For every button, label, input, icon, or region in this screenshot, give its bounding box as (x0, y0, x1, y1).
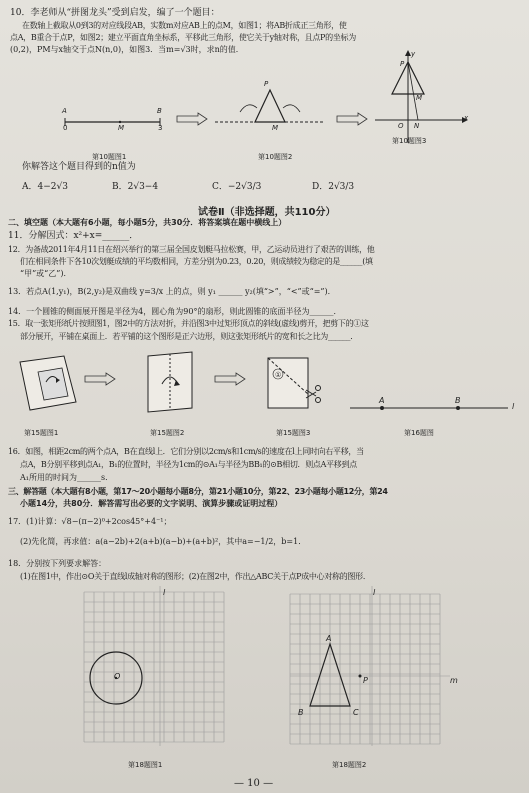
fig10-1-a: A (62, 107, 67, 115)
fig10-1-numberline (60, 100, 170, 140)
fig15-3-circled: ① (275, 371, 282, 379)
fig10-3-m: M (416, 94, 423, 102)
fig15-1-paper (18, 352, 78, 416)
q11: 11．分解因式：x²+x=______． (8, 231, 139, 241)
fig16-caption: 第16题图 (404, 429, 434, 437)
section3-heading-line1: 三、解答题（本大题有8小题，第17～20小题每小题8分，第21小题10分，第22、23小题每小题12分，第24 (8, 487, 388, 496)
section2-heading: 二、填空题（本大题有6小题，每小题5分，共30分．将答案填在题中横线上） (8, 218, 287, 227)
fig18-2-p: P (363, 676, 368, 685)
fig18-2-m: m (450, 676, 458, 685)
arrow-right-icon (214, 372, 246, 386)
q10-option-a: A．4−2√3 (22, 182, 68, 192)
fig18-1-grid (84, 592, 234, 750)
fig18-2-l: l (373, 588, 376, 597)
q18-sub: (1)在图1中，作出⊙O关于直线l成轴对称的图形；(2)在图2中，作出△ABC关于点P成中心对称的图形． (20, 572, 371, 581)
fig10-3-caption: 第10题图3 (392, 137, 427, 145)
q10-option-c: C．−2√3/3 (212, 182, 262, 192)
q10-line2: 点A，B重合于点P，如图2；建立平面直角坐标系，平移此三角形，使它关于y轴对称，且点P的坐标为 (10, 33, 356, 42)
q10-option-b: B．2√3−4 (112, 182, 159, 192)
fig10-1-three: 3 (158, 124, 163, 132)
fig16-a: A (379, 396, 385, 405)
q10-option-d: D．2√3/3 (312, 182, 355, 192)
fig10-3-p: P (400, 60, 405, 68)
q17-part2: (2)先化简，再求值：a(a−2b)+2(a+b)(a−b)+(a+b)²，其中a=−1/2，b=1． (20, 537, 307, 546)
fig18-1-o: O (114, 672, 121, 681)
q12-line3: “甲”或“乙”)． (20, 269, 72, 278)
q16-line2: 点A，B分别平移到点A₁，B₁的位置时，半径为1cm的⊙A₁与半径为BB₁的⊙B相切．则点A平移到点 (20, 460, 357, 469)
section3-heading-line2: 小题14分，共80分．解答需写出必要的文字说明、演算步骤或证明过程） (20, 499, 283, 508)
fig10-2-caption: 第10题图2 (258, 153, 293, 161)
fig18-2-b: B (298, 708, 304, 717)
fig18-2-grid (290, 594, 440, 750)
fig18-2-a: A (326, 634, 332, 643)
fig10-1-m: M (118, 124, 125, 132)
q15-line2: 部分展开，平铺在桌面上．若平铺的这个图形是正六边形，则这张矩形纸片的宽和长之比为______． (20, 332, 358, 341)
q10-ask: 你解答这个题目得到的n值为 (22, 162, 136, 172)
fig15-2-paper (140, 350, 200, 416)
fig18-1-l: l (163, 588, 166, 597)
point-p (359, 675, 362, 678)
fig10-1-zero: 0 (63, 124, 68, 132)
fig16-l: l (512, 402, 515, 411)
q17-part1: 17．(1)计算：√8−(π−2)⁰+2cos45°+4⁻¹； (8, 517, 172, 526)
q10-line3: (0,2)，PM与x轴交于点N(n,0)，如图3．当m=√3时，求n的值． (10, 45, 244, 54)
fig18-2-caption: 第18题图2 (332, 761, 367, 769)
fig10-2-folding (210, 78, 330, 138)
q18: 18．分别按下列要求解答： (8, 559, 107, 568)
fig10-1-b: B (157, 107, 162, 115)
q16-line3: A₁所用的时间为______s． (20, 473, 114, 482)
fig10-3-y: y (411, 50, 416, 58)
q10-line1b: 在数轴上截取从0到3的对应线段AB，实数m对应AB上的点M，如图1；将AB折成正三角形，使 (22, 21, 347, 30)
page-number: — 10 — (234, 778, 274, 789)
arrow-right-icon (336, 112, 368, 126)
part2-title: 试卷Ⅱ（非选择题，共110分） (198, 207, 336, 218)
fig10-3-o: O (398, 122, 404, 130)
q13: 13．若点A(1,y₁)，B(2,y₂)是双曲线 y=3/x 上的点，则 y₁ ______ y₂(填“>”，“<”或“=”)． (8, 287, 336, 296)
arrow-right-icon (84, 372, 116, 386)
fig15-1-caption: 第15题图1 (24, 429, 59, 437)
q16-line1: 16．如图，相距2cm的两个点A，B在直线l上．它们分别以2cm/s和1cm/s的速度在l上同时向右平移，当 (8, 447, 364, 456)
arrow-right-icon (176, 112, 208, 126)
q14: 14．一个圆锥的侧面展开图是半径为4，圆心角为90°的扇形，则此圆锥的底面半径为______． (8, 307, 342, 316)
fig16-line (348, 400, 516, 416)
fig10-3-x: x (464, 114, 469, 122)
q10-line1: 10．李老师从“拼图龙头”受到启发，编了一个题目： (10, 8, 220, 18)
fig18-2-c: C (353, 708, 359, 717)
q15-line1: 15．取一张矩形纸片按照图1，图2中的方法对折，并沿图3中过矩形顶点的斜线(虚线)剪开，把剪下的①这 (8, 319, 369, 328)
fig10-2-m: M (272, 124, 279, 132)
fig10-2-p: P (264, 80, 269, 88)
q12-line2: 们在相同条件下各10次划艇成绩的平均数相同，方差分别为0.23，0.20，则成绩较为稳定的是______(填 (20, 257, 373, 266)
fig10-1-caption: 第10题图1 (92, 153, 127, 161)
fig18-1-caption: 第18题图1 (128, 761, 163, 769)
q12-line1: 12．为备战2011年4月11日在绍兴举行的第三届全国皮划艇马拉松赛，甲，乙运动员进行了艰苦的训练，他 (8, 245, 375, 254)
fig15-3-paper (262, 354, 322, 414)
fig10-3-n: N (414, 122, 420, 130)
fig15-2-caption: 第15题图2 (150, 429, 185, 437)
fig15-3-caption: 第15题图3 (276, 429, 311, 437)
fig16-b: B (455, 396, 461, 405)
